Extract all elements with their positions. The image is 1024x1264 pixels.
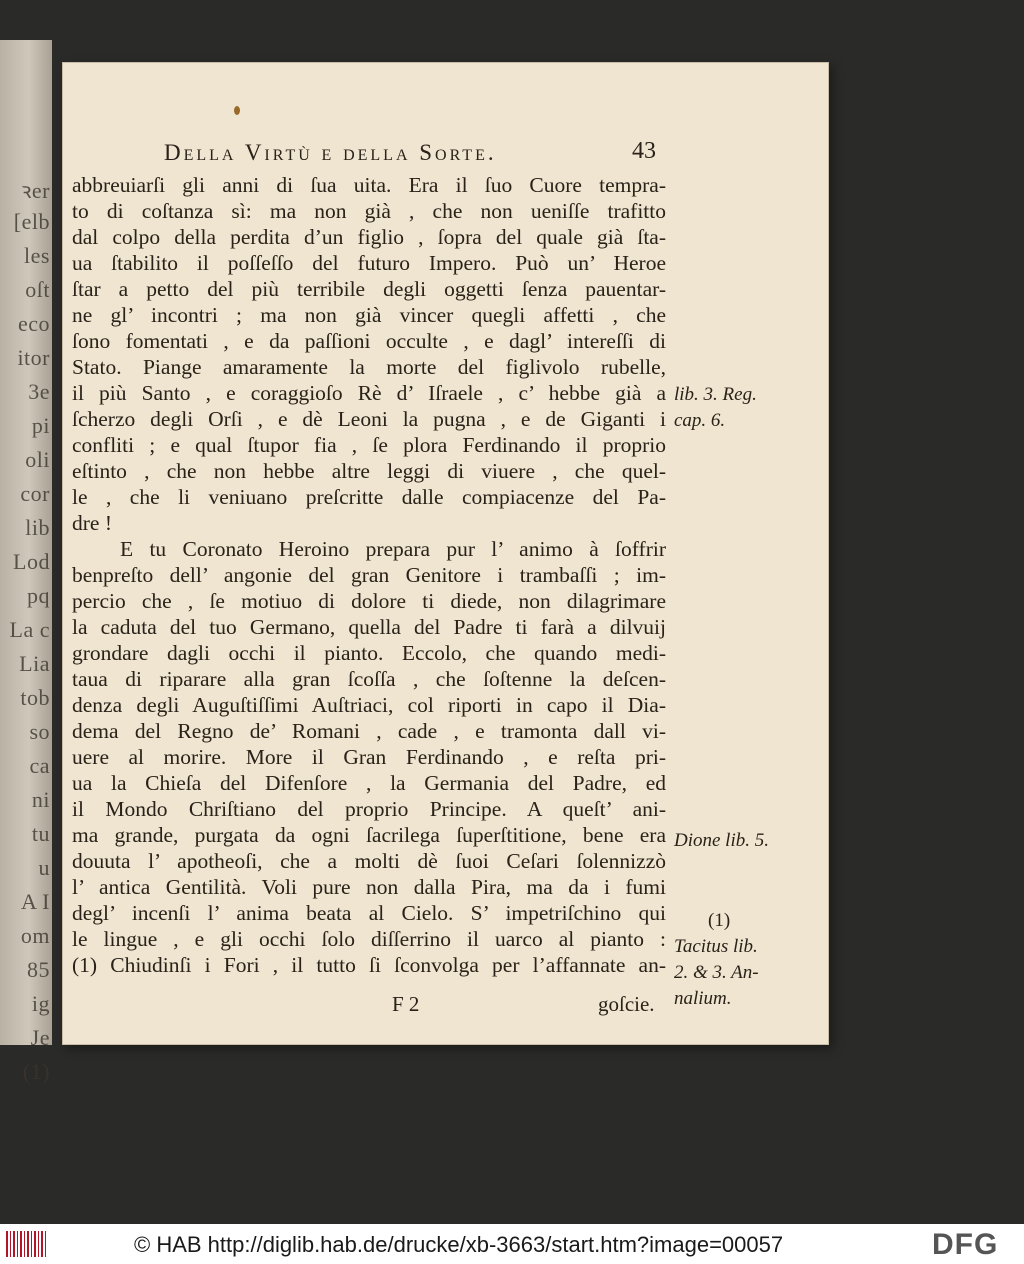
prev-page-fragment: so bbox=[29, 719, 50, 744]
prev-page-fragment: ꝛer bbox=[20, 178, 50, 203]
text-line: to di coſtanza sì: ma non già , che non ueniſſe trafitto bbox=[72, 199, 666, 223]
margin-note-reference: Tacitus lib. bbox=[674, 936, 758, 957]
text-line: denza degli Auguſtiſſimi Auſtriaci, col riporti in capo il Dia- bbox=[72, 693, 666, 717]
prev-page-fragment: tu bbox=[31, 821, 50, 846]
text-line: dre ! bbox=[72, 511, 112, 535]
prev-page-fragment: oſt bbox=[25, 277, 50, 302]
prev-page-fragment: eco bbox=[17, 311, 50, 336]
prev-page-fragment: La c bbox=[9, 617, 50, 642]
prev-page-fragment: les bbox=[24, 243, 50, 268]
hab-barcode-icon bbox=[6, 1231, 46, 1257]
prev-page-fragment: ig bbox=[31, 991, 50, 1016]
text-line: ſcherzo degli Orſi , e dè Leoni la pugna , e de Giganti i bbox=[72, 407, 666, 431]
text-line: grondare dagli occhi il pianto. Eccolo, che quando medi- bbox=[72, 641, 666, 665]
text-line: l’ antica Gentilità. Voli pure non dalla Pira, ma da i fumi bbox=[72, 875, 666, 899]
prev-page-fragment: Lia bbox=[19, 651, 50, 676]
text-line: douuta l’ apotheoſi, che a molti dè ſuoi Ceſari ſolennizzò bbox=[72, 849, 666, 873]
text-line: il più Santo , e coraggioſo Rè d’ Iſraele , c’ hebbe già a bbox=[72, 381, 666, 405]
prev-page-fragment: itor bbox=[17, 345, 50, 370]
text-line: E tu Coronato Heroino prepara pur l’ animo à ſoffrir bbox=[120, 537, 666, 561]
text-line: Stato. Piange amaramente la morte del figlivolo rubelle, bbox=[72, 355, 666, 379]
text-line: dema del Regno de’ Romani , cade , e tramonta dall vi- bbox=[72, 719, 666, 743]
text-line: confliti ; e qual ſtupor fia , ſe plora Ferdinando il proprio bbox=[72, 433, 666, 457]
text-line: degl’ incenſi l’ anima beata al Cielo. S’ impetriſchino qui bbox=[72, 901, 666, 925]
prev-page-fragment: lib bbox=[25, 515, 50, 540]
prev-page-fragment: tob bbox=[20, 685, 50, 710]
margin-note-reference: cap. 6. bbox=[674, 410, 726, 431]
prev-page-fragment: (1) bbox=[22, 1059, 50, 1084]
prev-page-fragment: oli bbox=[25, 447, 50, 472]
text-line: ua ſtabilito il poſſeſſo del futuro Impero. Può un’ Heroe bbox=[72, 251, 666, 275]
text-line: (1) Chiudinſi i Fori , il tutto ſi ſconvolga per l’affannate an- bbox=[72, 953, 666, 977]
text-line: ua la Chieſa del Difenſore , la Germania del Padre, ed bbox=[72, 771, 666, 795]
prev-page-fragment: [elb bbox=[13, 209, 50, 234]
ink-spot bbox=[234, 106, 240, 115]
page-number: 43 bbox=[632, 138, 656, 164]
prev-page-fragment: pi bbox=[31, 413, 50, 438]
footer-link[interactable]: © HAB http://diglib.hab.de/drucke/xb-3663/start.htm?image=00057 bbox=[134, 1232, 784, 1257]
text-line: ſono fomentati , e da paſſioni occulte , e dagl’ intereſſi di bbox=[72, 329, 666, 353]
prev-page-fragment: ni bbox=[31, 787, 50, 812]
book-page bbox=[62, 62, 829, 1045]
catchword: goſcie. bbox=[598, 992, 655, 1016]
text-line: ſtar a petto del più terribile degli oggetti ſenza pauentar- bbox=[72, 277, 666, 301]
prev-page-fragment: pq bbox=[27, 583, 50, 608]
prev-page-fragment: ca bbox=[29, 753, 50, 778]
text-line: il Mondo Chriſtiano del proprio Principe. A queſt’ ani- bbox=[72, 797, 666, 821]
prev-page-fragment: 3e bbox=[28, 379, 50, 404]
text-line: taua di riparare alla gran ſcoſſa , che ſoſtenne la deſcen- bbox=[72, 667, 666, 691]
margin-note-reference: 2. & 3. An- bbox=[674, 962, 759, 983]
text-line: eſtinto , che non hebbe altre leggi di viuere , che quel- bbox=[72, 459, 666, 483]
text-line: abbreuiarſi gli anni di ſua uita. Era il ſuo Cuore tempra- bbox=[72, 173, 666, 197]
prev-page-fragment: om bbox=[20, 923, 50, 948]
prev-page-fragment: cor bbox=[20, 481, 50, 506]
prev-page-fragment: 85 bbox=[27, 957, 50, 982]
footer-bar bbox=[0, 1224, 1024, 1264]
running-head: Della Virtù e della Sorte. bbox=[164, 140, 497, 165]
text-line: le , che li veniuano preſcritte dalle compiacenze del Pa- bbox=[72, 485, 666, 509]
text-line: ma grande, purgata da ogni ſacrilega ſuperſtitione, bene era bbox=[72, 823, 666, 847]
signature-mark: F 2 bbox=[392, 992, 420, 1016]
margin-note-reference: nalium. bbox=[674, 988, 732, 1009]
prev-page-fragment: Lod bbox=[13, 549, 50, 574]
footnote-marker: (1) bbox=[708, 910, 731, 931]
prev-page-fragment: Je bbox=[30, 1025, 50, 1050]
text-line: la caduta del tuo Germano, quella del Padre ti farà a dilvuij bbox=[72, 615, 666, 639]
text-line: dal colpo della perdita d’un figlio , ſopra del quale già ſta- bbox=[72, 225, 666, 249]
previous-page-edge bbox=[0, 40, 52, 1084]
text-line: benpreſto dell’ angonie del gran Genitore i trambaſſi ; im- bbox=[72, 563, 666, 587]
dfg-logo: DFG bbox=[932, 1228, 999, 1261]
text-line: ne gl’ incontri ; ma non già vincer quegli affetti , che bbox=[72, 303, 666, 327]
text-line: uere al morire. More il Gran Ferdinando , e reſta pri- bbox=[72, 745, 666, 769]
margin-note-reference: Dione lib. 5. bbox=[674, 830, 769, 851]
text-line: le lingue , e gli occhi ſolo diſſerrino il uarco al pianto : bbox=[72, 927, 666, 951]
margin-note-reference: lib. 3. Reg. bbox=[674, 384, 757, 405]
prev-page-fragment: A I bbox=[21, 889, 50, 914]
prev-page-fragment: u bbox=[38, 855, 50, 880]
text-line: percio che , ſe motiuo di dolore ti diede, non dilagrimare bbox=[72, 589, 666, 613]
